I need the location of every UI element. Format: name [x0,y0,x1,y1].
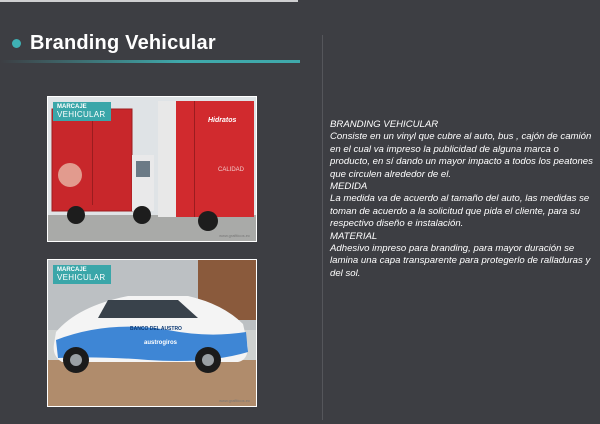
page-title: Branding Vehicular [30,31,216,54]
top-rule [0,0,298,2]
car-sub-text: austrogiros [144,340,178,346]
truck-sub-text: CALIDAD [218,167,245,173]
badge-small-label: MARCAJE [57,104,87,110]
heading-material: MATERIAL [330,230,378,242]
heading-medida: MEDIDA [330,181,368,193]
title-row [12,30,216,56]
truck-photo [47,96,257,242]
heading-branding: BRANDING VEHICULAR [330,119,439,130]
marcaje-badge [53,265,111,284]
description-block [330,119,594,280]
bullet-icon [12,39,21,48]
car-photo [47,259,257,407]
watermark: www.grafiticos.ec [219,398,250,403]
badge-big-label: VEHICULAR [57,110,106,119]
car-brand-text: BANCO DEL AUSTRO [130,326,182,332]
watermark: www.grafiticos.ec [219,233,250,238]
text-material: Adhesivo impreso para branding, para mayor duración se lamina una capa transparente para protegerlo de ralladuras y del sol. [330,243,591,279]
badge-small-label: MARCAJE [57,267,87,273]
title-underline [0,60,300,63]
truck-brand-text: Hidratos [208,117,237,124]
text-branding: Consiste en un vinyl que cubre al auto, bus , cajón de camión en el cual va impreso la publicidad de alguna marca o producto, en sí dando un mayor impacto a todos los peatones que circulen alrededor de el. [330,131,593,180]
text-medida: La medida va de acuerdo al tamaño del auto, las medidas se toman de acuerdo a la solicitud que pida el cliente, para su respectivo diseño e instalación. [330,193,590,230]
vertical-divider [322,35,323,420]
marcaje-badge [53,102,111,121]
badge-big-label: VEHICULAR [57,273,106,282]
